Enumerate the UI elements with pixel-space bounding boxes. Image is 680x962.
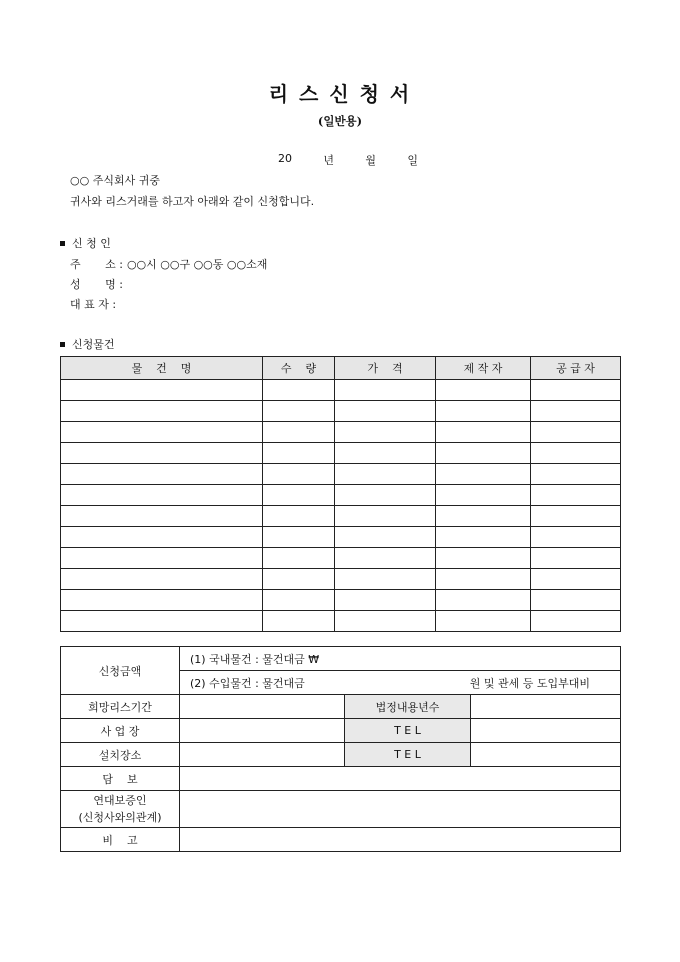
table-cell[interactable] [61, 422, 263, 443]
col-quantity: 수 량 [263, 357, 335, 380]
items-table [60, 356, 621, 632]
address-field [70, 256, 267, 272]
table-cell[interactable] [263, 548, 335, 569]
table-cell[interactable] [335, 464, 436, 485]
table-cell[interactable] [61, 401, 263, 422]
table-cell[interactable] [436, 527, 531, 548]
table-cell[interactable] [335, 485, 436, 506]
table-cell[interactable] [531, 380, 621, 401]
table-row [61, 485, 621, 506]
col-price: 가 격 [335, 357, 436, 380]
date-year-unit: 년 [323, 154, 334, 167]
table-cell[interactable] [335, 506, 436, 527]
table-cell[interactable] [263, 485, 335, 506]
install-tel-label: T E L [345, 743, 471, 767]
info-table [60, 646, 621, 852]
table-cell[interactable] [436, 485, 531, 506]
amount-label: 신청금액 [61, 647, 180, 695]
business-tel-value[interactable] [471, 719, 621, 743]
guarantor-label [61, 791, 180, 828]
table-cell[interactable] [436, 464, 531, 485]
table-cell[interactable] [61, 548, 263, 569]
legal-years-value[interactable] [471, 695, 621, 719]
table-row [61, 443, 621, 464]
table-cell[interactable] [263, 611, 335, 632]
table-cell[interactable] [531, 569, 621, 590]
date-month-unit: 월 [365, 154, 376, 167]
table-cell[interactable] [61, 527, 263, 548]
document-title: 리 스 신 청 서 [268, 82, 412, 106]
items-heading-text: 신청물건 [72, 338, 115, 351]
table-cell[interactable] [335, 527, 436, 548]
table-row [61, 611, 621, 632]
addressee: ○○ 주식회사 귀중 [70, 174, 160, 187]
legal-years-label: 법정내용년수 [345, 695, 471, 719]
table-cell[interactable] [263, 590, 335, 611]
table-cell[interactable] [61, 443, 263, 464]
bullet-icon [60, 342, 65, 347]
table-cell[interactable] [263, 443, 335, 464]
guarantor-label-line1: 연대보증인 [93, 794, 147, 807]
items-header-row [61, 357, 621, 380]
representative-label: 대 표 자 : [70, 298, 117, 311]
table-row [61, 527, 621, 548]
business-value[interactable] [180, 719, 345, 743]
table-cell[interactable] [531, 422, 621, 443]
table-row [61, 464, 621, 485]
table-cell[interactable] [335, 590, 436, 611]
table-cell[interactable] [335, 380, 436, 401]
lease-period-value[interactable] [180, 695, 345, 719]
col-supplier: 공 급 자 [531, 357, 621, 380]
address-label: 주 소 : [70, 258, 123, 271]
import-suffix: 원 및 관세 등 도입부대비 [469, 676, 591, 690]
collateral-label: 담 보 [61, 767, 180, 791]
applicant-heading [60, 235, 111, 251]
table-cell[interactable] [335, 548, 436, 569]
table-cell[interactable] [531, 485, 621, 506]
table-cell[interactable] [531, 590, 621, 611]
document-subtitle: (일반용) [317, 114, 363, 128]
table-cell[interactable] [263, 380, 335, 401]
table-cell[interactable] [61, 590, 263, 611]
table-cell[interactable] [436, 548, 531, 569]
table-cell[interactable] [436, 611, 531, 632]
install-label: 설치장소 [61, 743, 180, 767]
table-cell[interactable] [335, 422, 436, 443]
table-row [61, 569, 621, 590]
import-prefix: (2) 수입물건 : 물건대금 [190, 676, 305, 690]
table-cell[interactable] [436, 569, 531, 590]
date-year: 20 [278, 152, 292, 165]
table-cell[interactable] [436, 422, 531, 443]
items-heading [60, 336, 115, 352]
table-cell[interactable] [61, 611, 263, 632]
remarks-label: 비 고 [61, 828, 180, 852]
table-cell[interactable] [263, 527, 335, 548]
bullet-icon [60, 241, 65, 246]
table-cell[interactable] [61, 506, 263, 527]
domestic-amount[interactable]: (1) 국내물건 : 물건대금 ₩ [180, 647, 621, 671]
install-tel-value[interactable] [471, 743, 621, 767]
application-date [278, 152, 418, 168]
table-cell[interactable] [335, 569, 436, 590]
name-label: 성 명 : [70, 278, 123, 291]
table-row [61, 380, 621, 401]
intro-text: 귀사와 리스거래를 하고자 아래와 같이 신청합니다. [70, 195, 315, 208]
table-cell[interactable] [531, 443, 621, 464]
col-item-name: 물 건 명 [61, 357, 263, 380]
table-cell[interactable] [531, 611, 621, 632]
table-cell[interactable] [436, 401, 531, 422]
guarantor-label-line2: (신청사와의관계) [78, 811, 162, 824]
table-row [61, 590, 621, 611]
table-cell[interactable] [335, 611, 436, 632]
guarantor-value[interactable] [180, 791, 621, 828]
import-amount[interactable] [180, 671, 621, 695]
table-cell[interactable] [335, 443, 436, 464]
table-cell[interactable] [531, 527, 621, 548]
table-cell[interactable] [436, 380, 531, 401]
applicant-heading-text: 신 청 인 [72, 237, 111, 250]
table-cell[interactable] [436, 506, 531, 527]
table-cell[interactable] [263, 506, 335, 527]
table-cell[interactable] [61, 464, 263, 485]
table-cell[interactable] [263, 464, 335, 485]
name-field [70, 276, 123, 292]
remarks-value[interactable] [180, 828, 621, 852]
table-cell[interactable] [436, 443, 531, 464]
table-cell[interactable] [263, 569, 335, 590]
table-cell[interactable] [436, 590, 531, 611]
table-cell[interactable] [531, 548, 621, 569]
table-cell[interactable] [335, 401, 436, 422]
table-row [61, 422, 621, 443]
date-day-unit: 일 [407, 154, 418, 167]
table-cell[interactable] [531, 401, 621, 422]
collateral-value[interactable] [180, 767, 621, 791]
table-row [61, 401, 621, 422]
table-row [61, 506, 621, 527]
install-value[interactable] [180, 743, 345, 767]
business-label: 사 업 장 [61, 719, 180, 743]
representative-field [70, 296, 116, 312]
table-cell[interactable] [61, 380, 263, 401]
table-row [61, 548, 621, 569]
table-cell[interactable] [531, 464, 621, 485]
table-cell[interactable] [531, 506, 621, 527]
col-maker: 제 작 자 [436, 357, 531, 380]
table-cell[interactable] [263, 401, 335, 422]
address-value: ○○시 ○○구 ○○동 ○○소재 [126, 258, 268, 271]
business-tel-label: T E L [345, 719, 471, 743]
table-cell[interactable] [263, 422, 335, 443]
table-cell[interactable] [61, 485, 263, 506]
table-cell[interactable] [61, 569, 263, 590]
lease-period-label: 희망리스기간 [61, 695, 180, 719]
